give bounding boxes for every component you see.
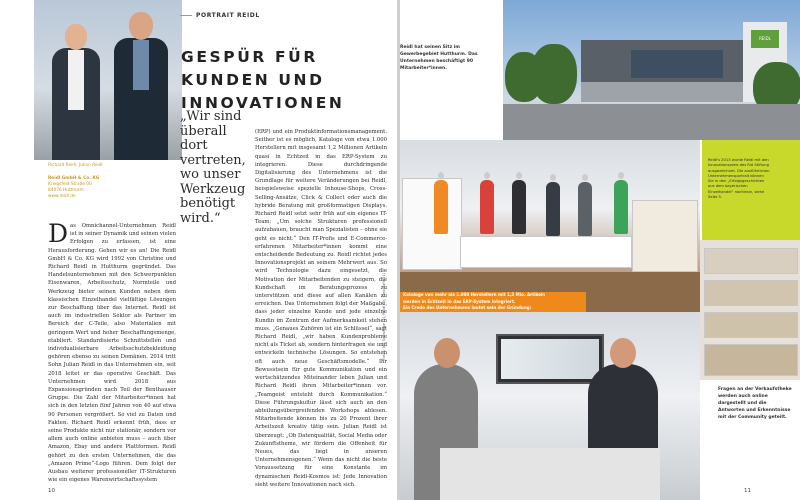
portrait-caption: Richard Reidl, Julian Reidl — [48, 163, 103, 168]
address-line: Reidl GmbH & Co. KG — [48, 176, 100, 181]
counter-caption: Fragen an der Verkaufstheke werden auch online dargestellt und die Antworten und Erkenntnisse mit der Community geteilt. — [718, 387, 792, 420]
address-line: 84076 Hutthurm — [48, 188, 84, 193]
display-shelf — [402, 178, 462, 270]
orange-caption-line: werden in Echtzeit in das ERP-System integriert. — [403, 298, 516, 304]
address-line: Kriegsfeld Straße 00 — [48, 182, 92, 187]
column-1-text: as Omnichannel-Unternehmen Reidl ist in seiner Dynamik und seinen vielen Erfolgen zu erfassen, ist eine Herausforderung. Gehen wir es an! Die Reidl GmbH & Co. KG wird 1992 von Christine und Richard Reidl in Hutthurm gegründet. Das Handelsunternehmen mit den Schwerpunkten Eisenwaren, Arbeitsschutz, Normteile und Werkzeug bieter seinen Kunden neben dem klassischen Einzelhandel vielfältige Lösungen zur Beschaffung über das Internet. Reidl ist auch im industriellen Sektor als Partner im Bereich der C-Teile, also Materialien mit geringem Wert und hoher Beschaffungsmenge, etabliert. Standardisierte Schnittstellen und individualisierbare Arbeitsschutzbekleidung gehören ebenso zu seinen Domänen. 2014 tritt Sohn Julian Reidl in das Unternehmen ein, seit 2018 leitet er das operative Geschäft. Das Unternehmen wird 2018 aus Expansionsgründen nach Teil der Benthauser Gruppe. Die Zahl der Mitarbeiter*innen hat sich in den letzten fünf Jahren von 40 auf etwa 90 Personen vergrößert. So viel zu Daten und Fakten. Richard Reidl erkennt früh, dass er seine Produkte nicht nur stationär, sondern vor allem auch online anbieten muss – auch über Amazon, Ebay und andere Plattformen. Reidl gehört zu den ersten Unternehmen, die das „Amazon Prime“-Logo führen. Dem folgt der Ausbau weiterer professioneller IT-Strukturen wie ein eigenes Warenwirtschaftssystem — [48, 223, 176, 484]
portrait-photo — [34, 0, 182, 160]
shelf-row — [704, 344, 798, 376]
pull-quote: „Wir sind überall dort vertreten, wo unser Werkzeug benötigt wird.“ — [180, 109, 246, 226]
shelving-photo — [700, 240, 800, 380]
shelf-row — [704, 312, 798, 338]
reidl-logo-sign — [751, 30, 779, 48]
left-page — [0, 0, 397, 500]
mannequin-workwear — [578, 182, 592, 236]
mannequin-workwear — [434, 180, 448, 234]
body-column-1 — [48, 222, 176, 492]
building-caption: Reidl hat seinen Sitz im Gewerbegebiet Hutthurm. Das Unternehmen beschäftigt 90 Mitarbeiter*innen. — [400, 45, 478, 71]
building-photo — [503, 0, 800, 140]
address-block — [48, 176, 178, 200]
monitor-screen — [501, 339, 599, 379]
page-number-left: 10 — [48, 488, 55, 494]
info-box-text: Reidl's 2013 wurde Reidl mit den Innovationspreis des Rid Stiftung ausgezeichnet. Die ausführlichen Unternehmensportrait können Sie in den „Erfolgsgeschichten aus dem bayerischen Einzelhandel“ nachlesin, siehe Seite 5. — [708, 158, 770, 200]
mannequin-workwear — [614, 180, 628, 234]
mannequin-workwear — [546, 182, 560, 236]
mannequin-workwear — [512, 180, 526, 234]
person-richard-reidl — [52, 24, 100, 160]
building-facade-band — [581, 82, 746, 102]
page-number-right: 11 — [744, 488, 751, 494]
showroom-photo — [400, 140, 700, 312]
person-julian-reidl — [114, 12, 168, 160]
sign-text: REIDL — [759, 36, 771, 41]
building-glass-front — [631, 50, 723, 78]
body-column-2: (ERP) und ein Produktinformationsmanagement. Seither ist es möglich, Kataloge von etwa 1.000 Herstellern mit insgesamt 1,2 Millionen Artikeln quasi in Echtzeit in das ERP-System zu integrieren. Diese durchdringende Digitalisierung des Unternehmens ist die Grundlage für weitere Veränderungen bei Reidl, beispielsweise spezielle Inhouse-Shops, Cross-Selling-Ansätze, Click & Collect oder auch die hybride Beratung mit großformatigen Displays. Richard Reidl setzt sehr früh auf ein eigenes IT-Team: „Um solche Strukturen professionell aufzubauen, braucht man Spezialisten – ohne sie geht es nicht.“ Den IT-Profis und E-Commerce-erfahrenen Mitarbeiter*innen kommt eine entscheidende Bedeutung zu. Reidl richtet jedes Innovationsprojekt an seinem Mehrwert aus. So wird Technologie dazu eingesetzt, die Motivation der Mitarbeitenden zu steigern, die Kundschaft im Beratungsprozess zu unterstützen und diese auf allen Kanälen zu erreichen. Das Unternehmen folgt der Maßgabe, dass jeder einzelne Kunde und jede einzelne Kundin im Zentrum der Aufmerksamkeit stehen muss. „Genaues Zuhören ist ein Schlüssel“, sagt Richard Reidl, „wir haben Kundenprobleme nicht als Ticket ab, sondern hinterfragen sie und entwickeln technische Lösungen. So entstehen oft auch neue Geschäftsmodelle.“ Ihr Bewusstsein für gute Kommunikation und ein wertschätzendes Miteinander leben Julian und Richard Reidl ihren Mitarbeiter*innen vor. „Teamgeist entsteht durch Kommunikation.“ Diese Führungskultur lässt sich auch an den abteilungsübergreifenden Workshops ablesen. Mitarbeitende können bis zu 20 Prozent ihrer Arbeitszeit kreativ tätig sein. Julian Reidl ist überzeugt: „Ob Datenqualität, Social Media oder Zukunftstheme, wir fördern die Offenheit für Neues, das liegt in unseren Unternehmensgenen.“ Wenn das nicht die beste Voraussetzung für eine Konstante im dynamischen Reidl-Kosmos ist: Jede Innovation sieht weitere Innovationen nach sich. — [255, 129, 387, 488]
headline: GESPÜR FÜR KUNDEN UND INNOVATIONEN — [181, 48, 345, 112]
orange-caption-line: Kataloge von mehr als 1.000 Herstellern mit 1,2 Mio. Artikeln — [403, 292, 546, 297]
kicker-label: PORTRAIT REIDL — [196, 12, 260, 19]
display-shelf — [632, 200, 698, 272]
drop-cap: D — [48, 222, 69, 248]
address-line: www.reidl.de — [48, 194, 76, 199]
right-page — [400, 0, 800, 500]
mannequin-workwear — [480, 180, 494, 234]
tree — [531, 44, 577, 104]
counter-photo — [400, 312, 700, 500]
orange-caption-line: Ein Credo des Unternehmens lautet sein der Gründung: — [403, 305, 532, 310]
shelf-row — [704, 280, 798, 306]
parking-lot — [503, 104, 800, 140]
shelf-row — [704, 248, 798, 274]
sales-counter — [440, 448, 660, 500]
kicker-rule — [180, 15, 192, 16]
tool-wall — [460, 236, 632, 268]
photo-credit: Fotos: Jan Schwenke (2), Reidl (2), Fotografie (1) — [382, 272, 386, 360]
display-monitor — [496, 334, 604, 384]
